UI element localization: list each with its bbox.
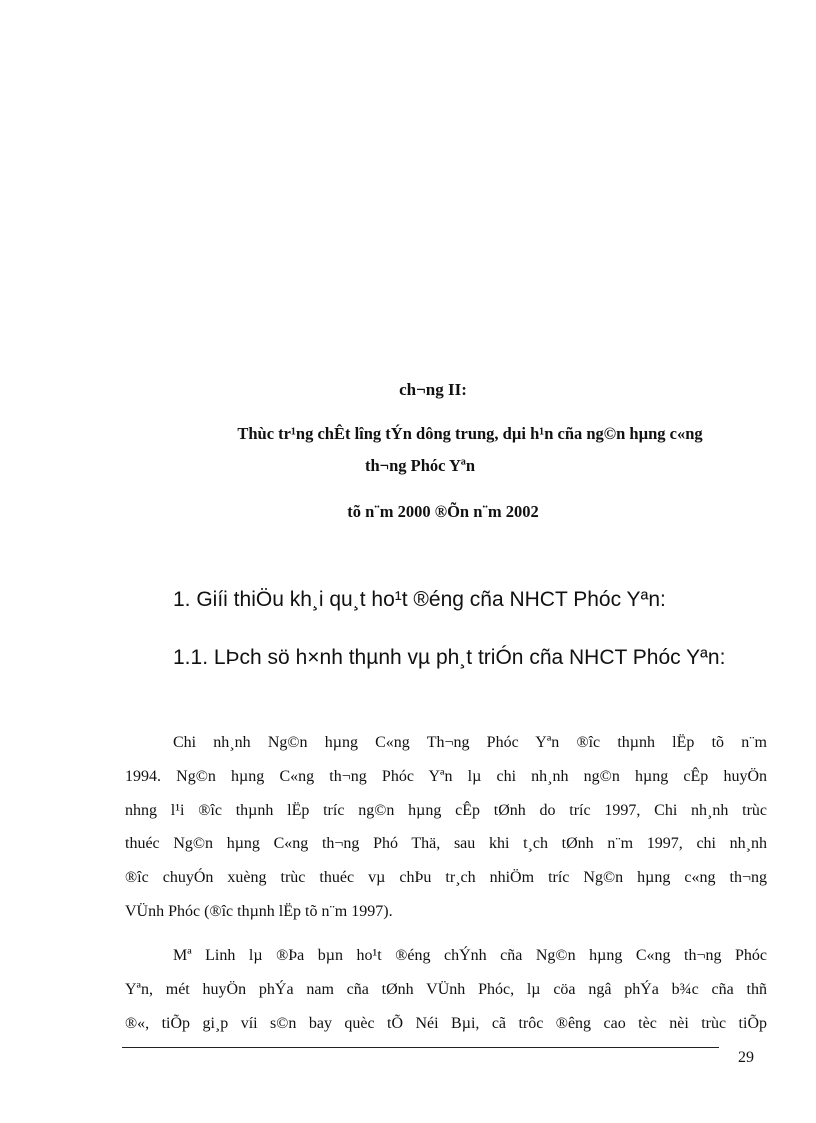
- paragraph-line: thuéc Ng©n hµng C«ng th¬ng Phó Thä, sau khi t¸ch tØnh n¨m 1997, chi nh¸nh: [125, 835, 767, 853]
- paragraph-line: 1994. Ng©n hµng C«ng th¬ng Phóc Yªn lµ chi nh¸nh ng©n hµng cÊp huyÖn: [125, 767, 767, 785]
- chapter-title-line-3: tõ n¨m 2000 ®Õn n¨m 2002: [347, 502, 539, 521]
- paragraph-line: ®«, tiÕp gi¸p víi s©n bay quèc tÕ Néi Bµi, cã trôc ®êng cao tèc nèi trùc tiÕp: [125, 1014, 767, 1032]
- chapter-title-line-2: th¬ng Phóc Yªn: [365, 456, 476, 475]
- paragraph-line: Mª Linh lµ ®Þa bµn ho¹t ®éng chÝnh cña Ng©n hµng C«ng th¬ng Phóc: [173, 947, 767, 964]
- chapter-label: ch¬ng II:: [399, 380, 467, 399]
- footer-divider: [122, 1047, 719, 1048]
- paragraph-2: [125, 939, 767, 1040]
- paragraph-line: Chi nh¸nh Ng©n hµng C«ng Th¬ng Phóc Yªn ®îc thµnh lËp tõ n¨m: [173, 734, 767, 751]
- paragraph-1: [125, 726, 767, 929]
- page-number: 29: [738, 1049, 754, 1066]
- paragraph-line: nhng l¹i ®îc thµnh lËp tríc ng©n hµng cÊp tØnh do tríc 1997, Chi nh¸nh trùc: [125, 801, 767, 819]
- paragraph-line: VÜnh Phóc (®îc thµnh lËp tõ n¨m 1997).: [125, 902, 393, 920]
- section-heading: 1. Giíi thiÖu kh¸i qu¸t ho¹t ®éng cña NHCT Phóc Yªn:: [173, 588, 666, 611]
- paragraph-line: Yªn, mét huyÖn phÝa nam cña tØnh VÜnh Phóc, lµ cöa ngâ phÝa b¾c cña thñ: [125, 980, 767, 998]
- chapter-title-line-1: Thùc tr¹ng chÊt lîng tÝn dông trung, dµi h¹n cña ng©n hµng c«ng: [237, 424, 703, 443]
- paragraph-line: ®îc chuyÓn xuèng trùc thuéc vµ chÞu tr¸ch nhiÖm tríc Ng©n hµng c«ng th¬ng: [125, 869, 767, 887]
- subsection-heading: 1.1. LÞch sö h×nh thµnh vµ ph¸t triÓn cña NHCT Phóc Yªn:: [173, 646, 726, 669]
